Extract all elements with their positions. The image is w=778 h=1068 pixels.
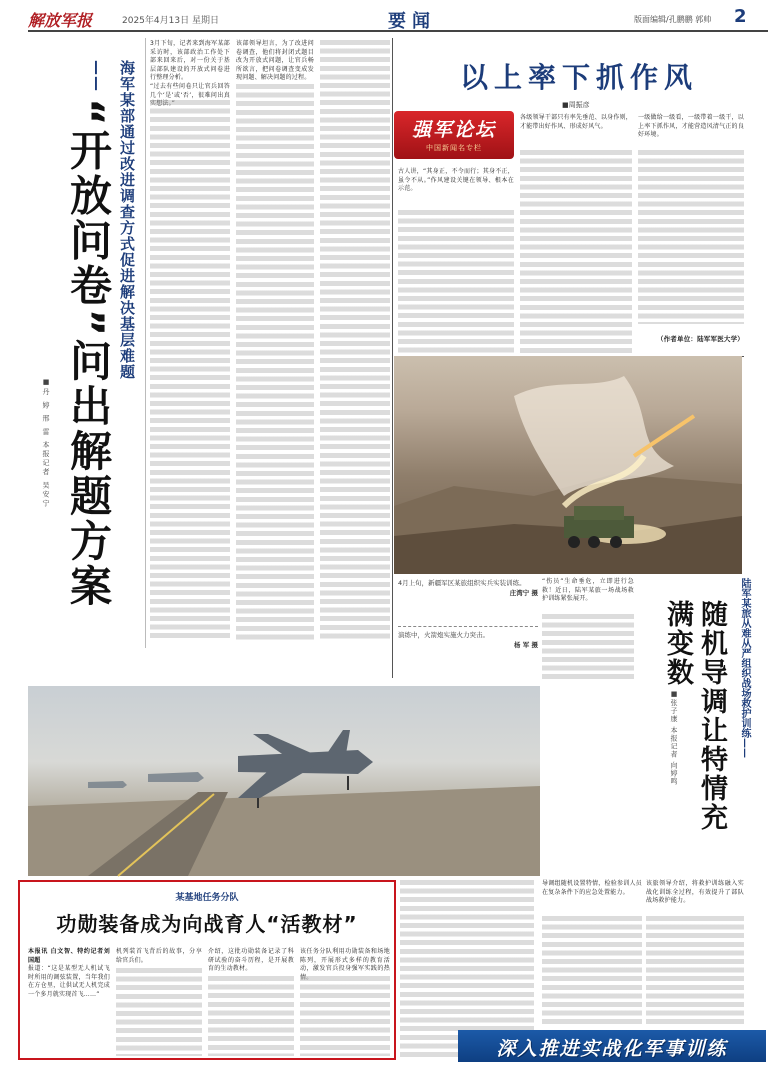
lead-story-column-1 bbox=[28, 948, 110, 1056]
editorial-col2-lead: 各级领导干部只有率先垂范、以身作则，才能带出好作风、形成好风气。 bbox=[520, 114, 632, 130]
feature-column-1 bbox=[150, 40, 230, 640]
rocket-caption-block-2 bbox=[398, 630, 538, 676]
training-byline: ■张子康 本报记者 向婷鸣 bbox=[670, 690, 678, 786]
editorial-author: ■周振彦 bbox=[562, 101, 590, 109]
training-title: 随机导调让特情充满变数 bbox=[662, 600, 727, 832]
training-col1-body bbox=[542, 614, 634, 682]
page-editors: 版面编辑/孔鹏鹏 郭帅 bbox=[634, 15, 712, 24]
lead-story-col2-lead: 机列装首飞背后的故事，分享给官兵们。 bbox=[116, 948, 202, 964]
feature-kicker: 海军某部通过改进调查方式促进解决基层难题—— bbox=[88, 60, 136, 380]
lead-story-column-2 bbox=[116, 948, 202, 1056]
lead-story-col4-body bbox=[300, 976, 390, 1056]
editorial-col3-body bbox=[638, 150, 744, 324]
jet-scene-illustration bbox=[28, 686, 540, 876]
training-col3-body bbox=[646, 916, 744, 1026]
lead-story-col3-body bbox=[208, 976, 294, 1056]
issue-date: 2025年4月13日 星期日 bbox=[122, 16, 219, 26]
rocket-launch-photo bbox=[394, 356, 742, 574]
editorial-author-credit: （作者单位：陆军军医大学） bbox=[656, 335, 744, 344]
editorial-col1-body bbox=[398, 210, 514, 354]
lead-story-box bbox=[18, 880, 396, 1060]
training-column-1 bbox=[542, 578, 634, 682]
editorial-header bbox=[398, 50, 744, 100]
feature-column-2 bbox=[236, 40, 314, 640]
caption-divider bbox=[398, 626, 538, 627]
lead-story-title: 功勋装备成为向战育人“活教材” bbox=[56, 912, 358, 936]
training-kicker: 陆军某旅从难从严组织战场救护训练—— bbox=[739, 578, 750, 758]
rocket-caption-block bbox=[398, 578, 538, 624]
feature-col2-lead: 该部领导坦言，为了改进问卷调查，他们将封闭式题目改为开放式问题，让官兵畅所欲言，把问卷调查变成发现问题、解决问题的过程。 bbox=[236, 40, 314, 82]
editorial-col2-body bbox=[520, 150, 632, 354]
lead-story-col4-lead: 该任务分队利用功勋装备和场地陈列，开展形式多样的教育活动，激发官兵投身强军实践的热情。 bbox=[300, 948, 390, 981]
lead-story-kicker: 某基地任务分队 bbox=[175, 893, 239, 903]
editorial-col1-lead: 古人讲，“其身正，不令而行；其身不正，虽令不从。”作风建设关键在领导、根本在示范。 bbox=[398, 168, 514, 193]
rocket-credit: 庄湾宁 摄 bbox=[509, 589, 538, 597]
feature-col1-lead: 3月下旬，记者来到海军某部采访时，该部政治工作处下部来回来后，对一份关于基层部队建设的开放式问卷进行整理分析。 bbox=[150, 40, 230, 82]
training-col2-lead: 导调组随机设置特情，检验参训人员在复杂条件下的应急处置能力。 bbox=[542, 880, 642, 896]
feature-col2-body bbox=[236, 84, 314, 640]
column-badge bbox=[394, 111, 514, 159]
editorial-column-3 bbox=[638, 114, 744, 354]
lead-story-col1-lead: 报道：“这是某型无人机试飞时所用的调弦装置，当年我们在方仓里，让供试无人机完成一个多月就实现首飞……” bbox=[28, 965, 110, 998]
badge-subtitle: 中国新闻名专栏 bbox=[426, 144, 482, 152]
training-column-2 bbox=[542, 880, 642, 1026]
training-column-3 bbox=[646, 880, 744, 1026]
training-col3-lead: 该旅领导介绍，将救护训练融入实战化训练全过程，有效提升了部队战场救护能力。 bbox=[646, 880, 744, 905]
editorial-col3-lead: 一级做给一级看，一级带着一级干，以上率下抓作风，才能营造风清气正的良好环境。 bbox=[638, 114, 744, 139]
feature-column-3 bbox=[320, 40, 390, 640]
rocket-scene-illustration bbox=[394, 356, 742, 574]
rocket-credit-2: 杨 军 摄 bbox=[513, 641, 538, 649]
campaign-banner bbox=[458, 1030, 766, 1062]
feature-title: “开放问卷”问出解题方案 bbox=[64, 98, 113, 610]
fighter-jet-photo bbox=[28, 686, 540, 876]
page-number: 2 bbox=[734, 6, 747, 27]
banner-text: 深入推进实战化军事训练 bbox=[496, 1038, 728, 1060]
lead-story-column-3 bbox=[208, 948, 294, 1056]
section-title: 要闻 bbox=[388, 11, 436, 32]
feature-headline-block bbox=[28, 38, 146, 648]
editorial-title: 以上率下抓作风 bbox=[460, 61, 699, 94]
rocket-caption: 4月上旬，新疆军区某旅组织实兵实装训练。 bbox=[398, 579, 526, 587]
feature-col1-body bbox=[150, 100, 230, 640]
badge-title: 强军论坛 bbox=[411, 119, 496, 141]
editorial-column-1 bbox=[398, 168, 514, 354]
training-col2-body bbox=[542, 916, 642, 1026]
masthead bbox=[28, 6, 768, 32]
lead-story-byline: 本报讯 白文智、特约记者刘国超 bbox=[28, 948, 110, 964]
feature-byline: ■丹 婷 邢 雷 本报记者 吴安宁 bbox=[42, 378, 50, 509]
newspaper-logo: 解放军报 bbox=[28, 11, 93, 30]
feature-col1-quote: “过去有些问卷只让官兵回答几个‘是’或‘否’，很难问出真实想法。” bbox=[150, 82, 230, 108]
rocket-caption-2: 演练中，火箭炮实施火力突击。 bbox=[398, 631, 489, 639]
lead-story-col3-lead: 介绍，这批功勋装备记录了科研试验的奋斗历程，是开展教育的生动教材。 bbox=[208, 948, 294, 973]
lead-story-column-4 bbox=[300, 948, 390, 1056]
lead-story-col2-body bbox=[116, 968, 202, 1056]
column-divider bbox=[392, 38, 393, 678]
editorial-column-2 bbox=[520, 114, 632, 354]
training-col1-lead: “伤员”生命垂危，立即进行急救！近日，陆军某旅一场战场救护训练紧张展开。 bbox=[542, 578, 634, 603]
